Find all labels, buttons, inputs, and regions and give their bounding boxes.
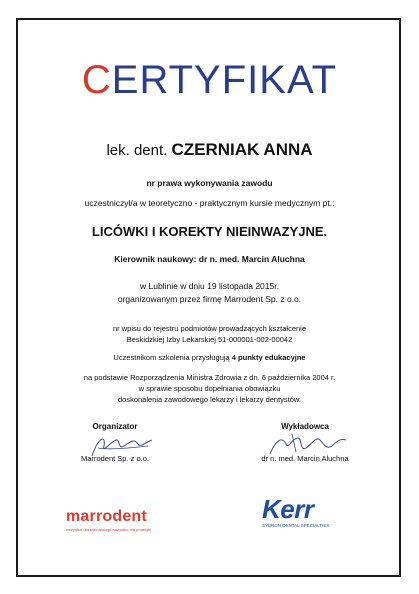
course-title: LICÓWKI I KOREKTY NIEINWAZYJNE.: [91, 224, 328, 239]
scientific-manager: Kierownik naukowy: dr n. med. Marcin Aluchna: [114, 254, 305, 264]
kerr-subtitle: SYBRON DENTAL SPECIALTIES: [262, 523, 330, 528]
registry-line-1: nr wpisu do rejestru podmiotów prowadzących kształcenie: [112, 324, 306, 333]
title-rest: ERTYFIKAT: [111, 58, 338, 102]
basis-line-3: doskonalenia zawodowego lekarzy i lekarzy dentystów.: [117, 395, 302, 404]
recipient-prefix: lek. dent.: [106, 142, 168, 159]
marrodent-wordmark: marrodent: [66, 508, 147, 525]
registry-line-2: Beskidzkiej Izby Lekarskiej 51-000001-002-00042: [126, 335, 293, 344]
basis-line-2: w sprawie sposobu dopełniania obowiązku: [138, 384, 281, 393]
marrodent-tagline: wszystko dla stomatologii wszystko dla protetyki: [66, 527, 152, 532]
basis-line-1: na podstawie Rozporządzenia Ministra Zdrowia z dn. 6 października 2004 r.: [83, 373, 336, 382]
points-line: [0, 353, 419, 362]
kerr-logo: [262, 494, 329, 528]
license-line: nr prawa wykonywania zawodu: [146, 178, 273, 188]
points-text: Uczestnikom szkolenia przysługują: [113, 353, 232, 362]
marrodent-logo: [66, 508, 151, 532]
place-date: w Lublinie w dniu 19 listopada 2015r.: [140, 281, 279, 291]
recipient-name: CZERNIAK ANNA: [171, 140, 313, 159]
title-first-letter: C: [81, 58, 112, 102]
lecturer-name: dr n. med. Marcin Aluchna: [261, 454, 349, 463]
organizer-name: Marrodent Sp. z o.o.: [81, 454, 149, 463]
kerr-wordmark: Kerr: [262, 494, 314, 524]
certificate-title: [0, 58, 419, 103]
lecturer-heading: Wykładowca: [281, 422, 329, 431]
organizer-heading: Organizator: [92, 422, 138, 431]
participation-line: uczestniczył/a w teoretyczno - praktycznym kursie medycznym pt.:: [84, 198, 335, 208]
recipient-line: [0, 140, 419, 160]
organizer-line: organizowanym przez firmę Marrodent Sp. z o.o.: [117, 294, 302, 304]
points-bold: 4 punkty edukacyjne: [231, 353, 306, 362]
